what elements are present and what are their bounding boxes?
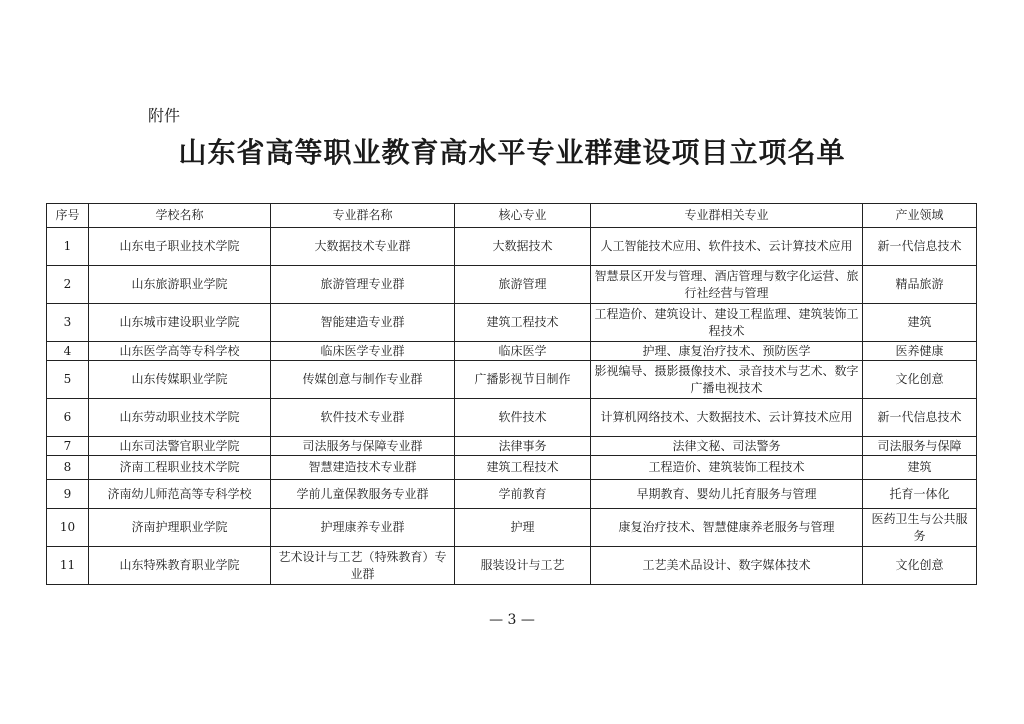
cell-core-major: 服装设计与工艺 xyxy=(455,547,591,585)
cell-group: 传媒创意与制作专业群 xyxy=(271,361,455,399)
cell-index: 5 xyxy=(47,361,89,399)
header-industry: 产业领域 xyxy=(863,204,977,228)
cell-core-major: 护理 xyxy=(455,509,591,547)
cell-school: 山东旅游职业学院 xyxy=(89,266,271,304)
cell-related-majors: 影视编导、摄影摄像技术、录音技术与艺术、数字广播电视技术 xyxy=(591,361,863,399)
cell-related-majors: 早期教育、婴幼儿托育服务与管理 xyxy=(591,480,863,509)
cell-index: 3 xyxy=(47,304,89,342)
cell-core-major: 法律事务 xyxy=(455,437,591,456)
cell-related-majors: 康复治疗技术、智慧健康养老服务与管理 xyxy=(591,509,863,547)
cell-group: 智慧建造技术专业群 xyxy=(271,456,455,480)
cell-index: 2 xyxy=(47,266,89,304)
cell-related-majors: 工艺美术品设计、数字媒体技术 xyxy=(591,547,863,585)
table-header-row xyxy=(47,204,977,228)
cell-group: 智能建造专业群 xyxy=(271,304,455,342)
cell-related-majors: 智慧景区开发与管理、酒店管理与数字化运营、旅行社经营与管理 xyxy=(591,266,863,304)
cell-school: 山东电子职业技术学院 xyxy=(89,228,271,266)
cell-related-majors: 工程造价、建筑装饰工程技术 xyxy=(591,456,863,480)
cell-group: 临床医学专业群 xyxy=(271,342,455,361)
table-row xyxy=(47,399,977,437)
cell-index: 8 xyxy=(47,456,89,480)
table-row xyxy=(47,547,977,585)
cell-school: 山东传媒职业学院 xyxy=(89,361,271,399)
cell-school: 济南工程职业技术学院 xyxy=(89,456,271,480)
project-list-table xyxy=(46,203,977,585)
cell-core-major: 广播影视节目制作 xyxy=(455,361,591,399)
header-related-majors: 专业群相关专业 xyxy=(591,204,863,228)
header-core-major: 核心专业 xyxy=(455,204,591,228)
header-index: 序号 xyxy=(47,204,89,228)
cell-industry: 文化创意 xyxy=(863,547,977,585)
table-row xyxy=(47,304,977,342)
cell-group: 软件技术专业群 xyxy=(271,399,455,437)
cell-school: 山东特殊教育职业学院 xyxy=(89,547,271,585)
cell-core-major: 学前教育 xyxy=(455,480,591,509)
cell-core-major: 大数据技术 xyxy=(455,228,591,266)
cell-related-majors: 护理、康复治疗技术、预防医学 xyxy=(591,342,863,361)
cell-core-major: 软件技术 xyxy=(455,399,591,437)
cell-industry: 新一代信息技术 xyxy=(863,228,977,266)
cell-index: 6 xyxy=(47,399,89,437)
cell-core-major: 建筑工程技术 xyxy=(455,456,591,480)
cell-related-majors: 工程造价、建筑设计、建设工程监理、建筑装饰工程技术 xyxy=(591,304,863,342)
cell-group: 旅游管理专业群 xyxy=(271,266,455,304)
cell-group: 司法服务与保障专业群 xyxy=(271,437,455,456)
cell-index: 1 xyxy=(47,228,89,266)
cell-school: 山东医学高等专科学校 xyxy=(89,342,271,361)
cell-index: 9 xyxy=(47,480,89,509)
cell-group: 学前儿童保教服务专业群 xyxy=(271,480,455,509)
cell-industry: 文化创意 xyxy=(863,361,977,399)
cell-industry: 建筑 xyxy=(863,304,977,342)
cell-related-majors: 法律文秘、司法警务 xyxy=(591,437,863,456)
table-row xyxy=(47,342,977,361)
cell-group: 艺术设计与工艺（特殊教育）专业群 xyxy=(271,547,455,585)
table-row xyxy=(47,456,977,480)
cell-industry: 医养健康 xyxy=(863,342,977,361)
cell-index: 4 xyxy=(47,342,89,361)
cell-industry: 医药卫生与公共服务 xyxy=(863,509,977,547)
cell-industry: 精品旅游 xyxy=(863,266,977,304)
header-school: 学校名称 xyxy=(89,204,271,228)
cell-industry: 建筑 xyxy=(863,456,977,480)
cell-related-majors: 计算机网络技术、大数据技术、云计算技术应用 xyxy=(591,399,863,437)
cell-group: 大数据技术专业群 xyxy=(271,228,455,266)
attachment-label: 附件 xyxy=(148,106,181,125)
page-number: — 3 — xyxy=(489,612,535,628)
cell-index: 11 xyxy=(47,547,89,585)
cell-core-major: 临床医学 xyxy=(455,342,591,361)
cell-group: 护理康养专业群 xyxy=(271,509,455,547)
table-row xyxy=(47,480,977,509)
cell-industry: 托育一体化 xyxy=(863,480,977,509)
cell-school: 济南护理职业学院 xyxy=(89,509,271,547)
cell-index: 10 xyxy=(47,509,89,547)
table-row xyxy=(47,228,977,266)
cell-industry: 司法服务与保障 xyxy=(863,437,977,456)
cell-related-majors: 人工智能技术应用、软件技术、云计算技术应用 xyxy=(591,228,863,266)
header-group: 专业群名称 xyxy=(271,204,455,228)
cell-core-major: 建筑工程技术 xyxy=(455,304,591,342)
document-title: 山东省高等职业教育高水平专业群建设项目立项名单 xyxy=(178,136,846,169)
table-row xyxy=(47,437,977,456)
cell-industry: 新一代信息技术 xyxy=(863,399,977,437)
cell-core-major: 旅游管理 xyxy=(455,266,591,304)
cell-school: 山东劳动职业技术学院 xyxy=(89,399,271,437)
table-row xyxy=(47,361,977,399)
cell-index: 7 xyxy=(47,437,89,456)
table-row xyxy=(47,266,977,304)
cell-school: 山东城市建设职业学院 xyxy=(89,304,271,342)
table-row xyxy=(47,509,977,547)
cell-school: 山东司法警官职业学院 xyxy=(89,437,271,456)
cell-school: 济南幼儿师范高等专科学校 xyxy=(89,480,271,509)
